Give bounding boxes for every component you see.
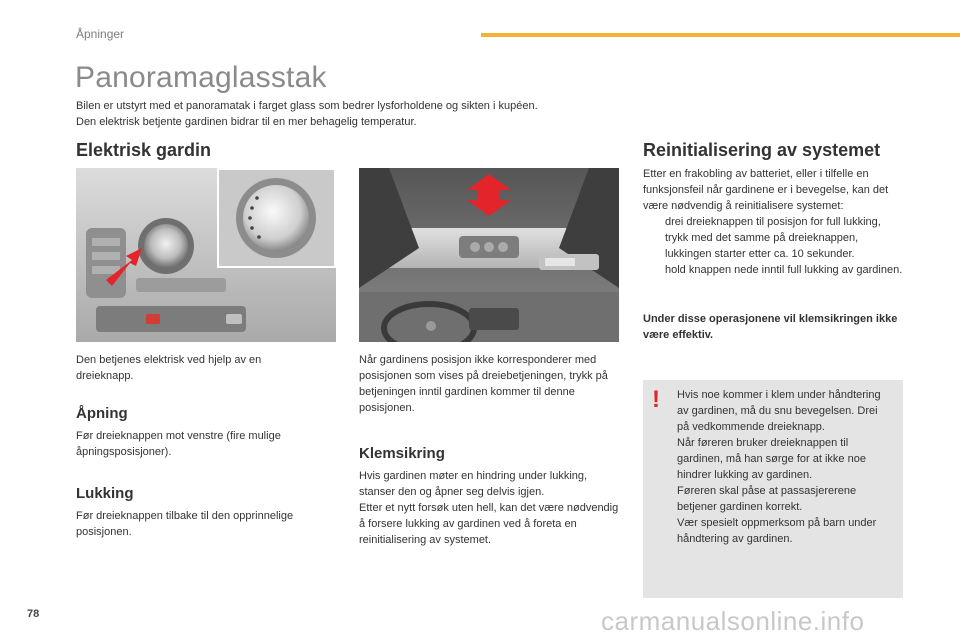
warning-note-box — [643, 380, 903, 598]
heading-reinitialisation: Reinitialisering av systemet — [643, 140, 881, 160]
note-line: Vær spesielt oppmerksom på barn under håndtering av gardinen. — [677, 517, 877, 545]
note-line: Når føreren bruker dreieknappen til gardinen, må han sørge for at ikke noe hindrer lukking av gardinen. — [677, 437, 866, 481]
note-line: Hvis noe kommer i klem under håndtering av gardinen, må du snu bevegelsen. Drei på vedkommende dreieknapp. — [677, 389, 881, 433]
text-pinch-1: Hvis gardinen møter en hindring under lukking, stanser den og åpner seg delvis igjen. — [359, 470, 588, 498]
text-pinch-2: Etter et nytt forsøk uten hell, kan det være nødvendig å forsere lukking av gardinen ved å foreta en reinitialisering av systemet. — [359, 502, 619, 546]
text-reinit-warning: Under disse operasjonene vil klemsikringen ikke være effektiv. — [643, 313, 898, 341]
exclamation-icon: ! — [652, 386, 660, 413]
section-label: Åpninger — [76, 27, 125, 41]
intro-line: Bilen er utstyrt med et panoramatak i farget glass som bedrer lysforholdene og sikten i kupéen. — [76, 100, 538, 112]
step-text: drei dreieknappen til posisjon for full lukking, — [665, 216, 881, 228]
list-item — [643, 214, 905, 230]
intro-text — [76, 98, 636, 130]
step-text: hold knappen nede inntil full lukking av gardinen. — [665, 264, 903, 276]
watermark: carmanualsonline.info — [601, 606, 865, 636]
note-line: Føreren skal påse at passasjererene betjener gardinen korrekt. — [677, 485, 857, 513]
header-accent-bar — [481, 33, 960, 37]
heading-pinch-protection: Klemsikring — [359, 445, 445, 462]
step-text: trykk med det samme på dreieknappen, lukkingen starter etter ca. 10 sekunder. — [665, 232, 859, 260]
page-title: Panoramaglasstak — [75, 61, 327, 94]
heading-closing: Lukking — [76, 485, 134, 502]
text-reinit-intro: Etter en frakobling av batteriet, eller i tilfelle en funksjonsfeil når gardinene er i bevegelse, kan det være nødvendig å reinitialisere systemet: — [643, 168, 889, 212]
list-item — [643, 262, 905, 278]
heading-electric-curtain: Elektrisk gardin — [76, 140, 212, 160]
caption-car-interior: Når gardinens posisjon ikke korresponderer med posisjonen som vises på dreiebetjeningen, trykk på betjeningen inntil gardinen kommer til denne posisjonen. — [359, 354, 608, 414]
photo-rotary-knob — [76, 168, 336, 342]
text-opening: Før dreieknappen mot venstre (fire mulige åpningsposisjoner). — [76, 430, 281, 458]
page-number: 78 — [27, 608, 40, 620]
reinit-steps-list — [643, 214, 905, 278]
intro-line: Den elektrisk betjente gardinen bidrar til en mer behagelig temperatur. — [76, 116, 417, 128]
text-closing: Før dreieknappen tilbake til den opprinnelige posisjonen. — [76, 510, 294, 538]
heading-opening: Åpning — [76, 405, 128, 422]
caption-rotary-knob: Den betjenes elektrisk ved hjelp av en dreieknapp. — [76, 354, 262, 382]
note-text — [677, 387, 891, 547]
photo-car-interior — [359, 168, 619, 342]
list-item — [643, 230, 905, 262]
